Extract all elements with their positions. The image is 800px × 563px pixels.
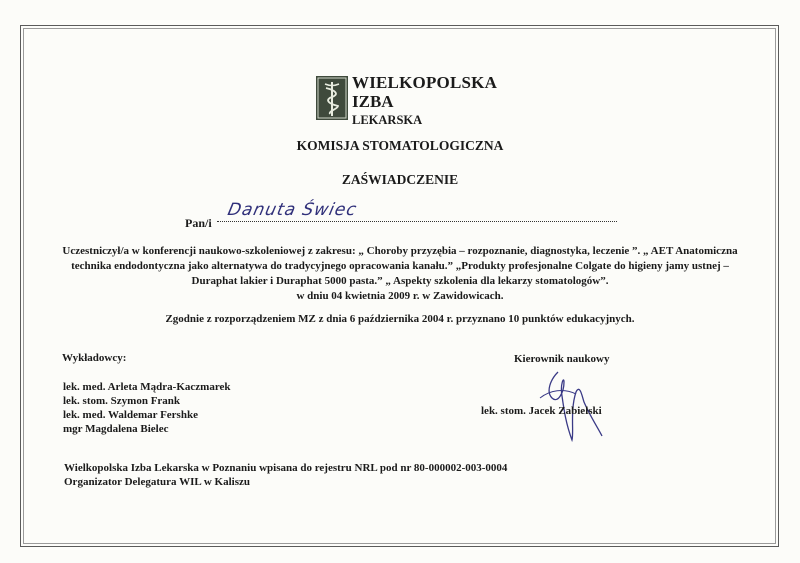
lecturer-name: lek. med. Waldemar Fershke <box>63 409 198 421</box>
conference-description <box>52 244 748 304</box>
footer-line1: Wielkopolska Izba Lekarska w Poznaniu wpisana do rejestru NRL pod nr 80-000002-003-0004 <box>64 462 508 474</box>
footer-info <box>64 461 507 489</box>
logo-wordmark <box>352 74 497 127</box>
lecturers-list <box>63 380 231 436</box>
supervisor-title: Kierownik naukowy <box>514 353 610 365</box>
caduceus-icon <box>316 76 348 120</box>
footer-line2: Organizator Delegatura WIL w Kaliszu <box>64 476 250 488</box>
supervisor-name: lek. stom. Jacek Zabielski <box>481 405 602 417</box>
commission-title: KOMISJA STOMATOLOGICZNA <box>296 138 504 153</box>
certificate-title: ZAŚWIADCZENIE <box>341 172 459 187</box>
logo-line2: IZBA <box>352 92 394 111</box>
participant-label: Pan/i <box>185 216 212 230</box>
regulation-text: Zgodnie z rozporządzeniem MZ z dnia 6 października 2004 r. przyznano 10 punktów edukacyjnych. <box>165 313 635 325</box>
participant-name: Danuta Świec <box>225 200 359 220</box>
dotted-line <box>217 221 617 222</box>
lecturer-name: lek. stom. Szymon Frank <box>63 395 181 407</box>
lecturer-name: mgr Magdalena Bielec <box>63 423 169 435</box>
logo-line1: WIELKOPOLSKA <box>352 73 498 92</box>
lecturers-title: Wykładowcy: <box>62 352 127 364</box>
logo-line3: LEKARSKA <box>352 113 423 127</box>
date-place: w dniu 04 kwietnia 2009 r. w Zawidowicach. <box>296 290 504 302</box>
conference-topics: Uczestniczył/a w konferencji naukowo-szkoleniowej z zakresu: „ Choroby przyzębia – rozpoznanie, diagnostyka, leczenie ”. „ AET Anatomiczna technika endodontyczna jako alternatywa do tradycyjnego opracowania kanału.” „Produkty profesjonalne Colgate do higieny jamy ustnej – Duraphat lakier i Duraphat 5000 pasta.” „ Aspekty szkolenia dla lekarzy stomatologów”. <box>62 245 738 287</box>
lecturer-name: lek. med. Arleta Mądra-Kaczmarek <box>63 381 231 393</box>
